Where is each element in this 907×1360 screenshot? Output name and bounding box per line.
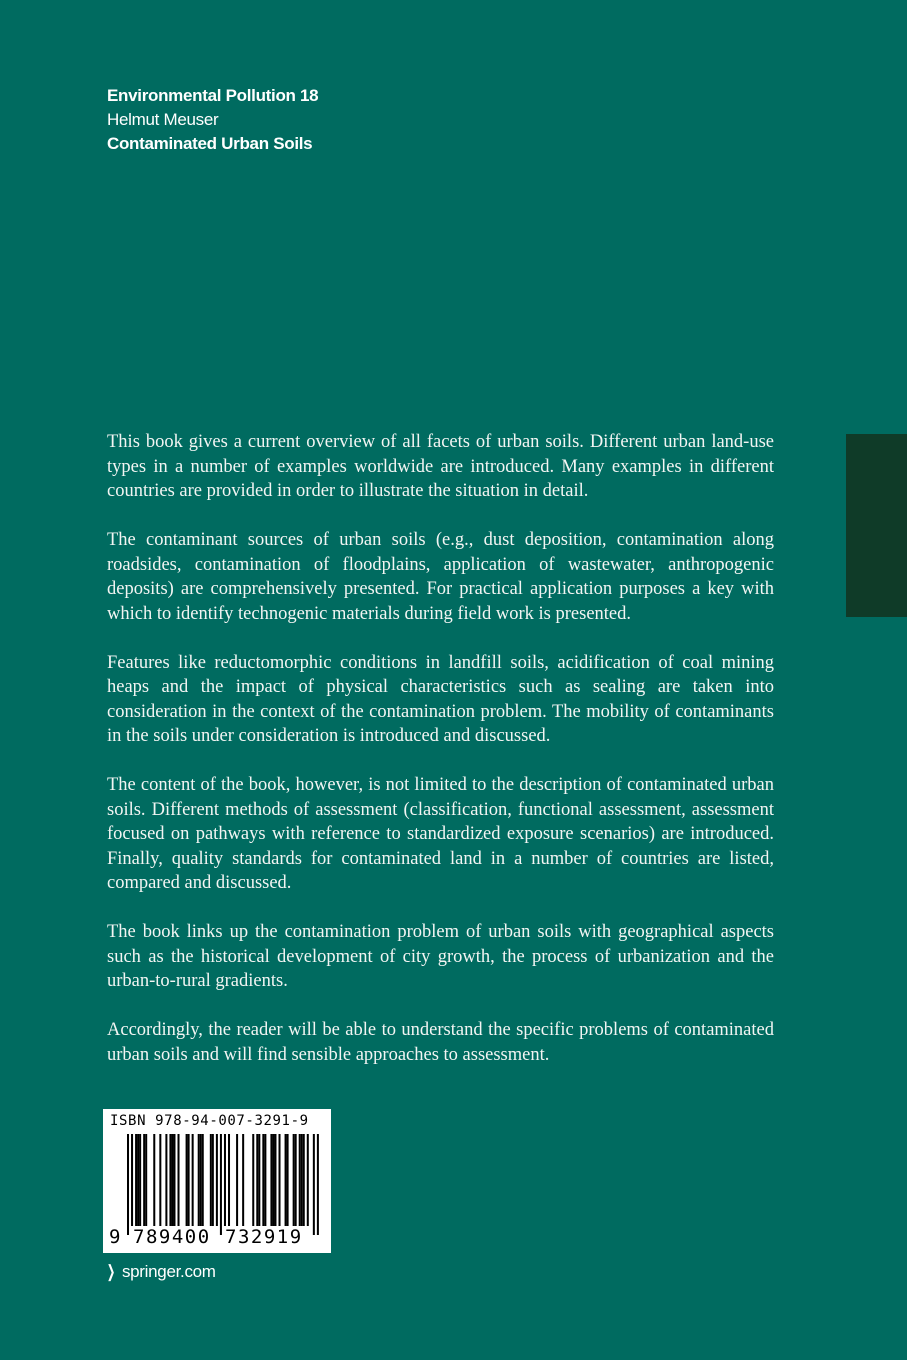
barcode-bar [186,1134,188,1226]
barcode-bar [145,1134,147,1226]
barcode-bar [165,1134,167,1226]
barcode-bar [159,1134,161,1226]
isbn-barcode [103,1109,331,1253]
barcode-bar [178,1134,180,1226]
barcode-bar [169,1134,171,1226]
barcode-bar [216,1134,218,1226]
barcode-bar [301,1134,303,1226]
barcode-bar [139,1134,141,1226]
barcode-bar [137,1134,139,1226]
website-label: springer.com [121,1262,216,1281]
chevron-right-icon: ❯ [106,1262,116,1281]
author-name: Helmut Meuser [107,110,219,129]
barcode-bar [143,1134,145,1226]
barcode-bar [127,1134,129,1235]
barcode-bar [293,1134,295,1226]
barcode-bar [131,1134,133,1235]
barcode-bar [192,1134,194,1226]
barcode-bar [228,1134,230,1226]
barcode-bar [287,1134,289,1226]
barcode-bar [210,1134,212,1226]
barcode-bar [252,1134,254,1226]
description-paragraph: The book links up the contamination problem of urban soils with geographical aspects such as the historical development of city growth, the process of urbanization and the urban-to-rural gradients. [107,922,774,991]
barcode-bar [236,1134,238,1226]
barcode-bar [307,1134,309,1226]
barcode-bar [171,1134,173,1226]
book-title: Contaminated Urban Soils [107,134,313,153]
barcode-bar [153,1134,155,1226]
barcode-bar [303,1134,305,1226]
ean-first-digit: 9 [109,1226,121,1248]
isbn-label: ISBN 978-94-007-3291-9 [110,1113,309,1129]
barcode-bar [212,1134,214,1226]
barcode-bar [317,1134,319,1235]
barcode-bar [202,1134,204,1226]
cover-header [107,84,318,156]
description-paragraph: Features like reductomorphic conditions in landfill soils, acidification of coal mining heaps and the impact of physical characteristics such as sealing are taken into consideration in the context of the contamination problem. The mobility of contaminants in the soils under consideration is introduced and discussed. [107,652,774,746]
barcode-bar [256,1134,258,1226]
barcode-bar [285,1134,287,1226]
publisher-website[interactable] [104,1262,216,1282]
book-description [107,430,774,1092]
barcode-bar [200,1134,202,1226]
barcode-bar [173,1134,175,1226]
barcode-bar [313,1134,315,1235]
barcode-bar [262,1134,264,1226]
barcode-bar [274,1134,276,1226]
barcode-bar [224,1134,226,1235]
ean-right-digits: 732919 [225,1226,303,1248]
description-paragraph: The content of the book, however, is not limited to the description of contaminated urban soils. Different methods of assessment (classification, functional assessment, assessment focused on pathways with reference to standardized exposure scenarios) are introduced. Finally, quality standards for contaminated land in a number of countries are listed, compared and discussed. [107,775,774,893]
barcode-bar [242,1134,244,1226]
series-title: Environmental Pollution 18 [107,86,319,105]
barcode-bar [135,1134,137,1226]
barcode-bar [270,1134,272,1226]
description-paragraph: Accordingly, the reader will be able to understand the specific problems of contaminated urban soils and will find sensible approaches to assessment. [107,1020,774,1065]
barcode-bar [198,1134,200,1226]
barcode-bar [220,1134,222,1235]
description-paragraph: The contaminant sources of urban soils (e.g., dust deposition, contamination along roadsides, contamination of floodplains, application of wastewater, anthropogenic deposits) are comprehensively presented. For practical application purposes a key with which to identify technogenic materials during field work is presented. [107,530,774,624]
barcode-bar [272,1134,274,1226]
barcode-bar [299,1134,301,1226]
spine-color-tab [846,434,907,617]
barcode-bar [188,1134,190,1226]
description-paragraph: This book gives a current overview of all facets of urban soils. Different urban land-use types in a number of examples worldwide are introduced. Many examples in different countries are provided in order to illustrate the situation in detail. [107,432,774,501]
barcode-bar [258,1134,260,1226]
barcode-bar [264,1134,266,1226]
barcode-bar [279,1134,281,1226]
ean-left-digits: 789400 [133,1226,211,1248]
barcode-bar [295,1134,297,1226]
